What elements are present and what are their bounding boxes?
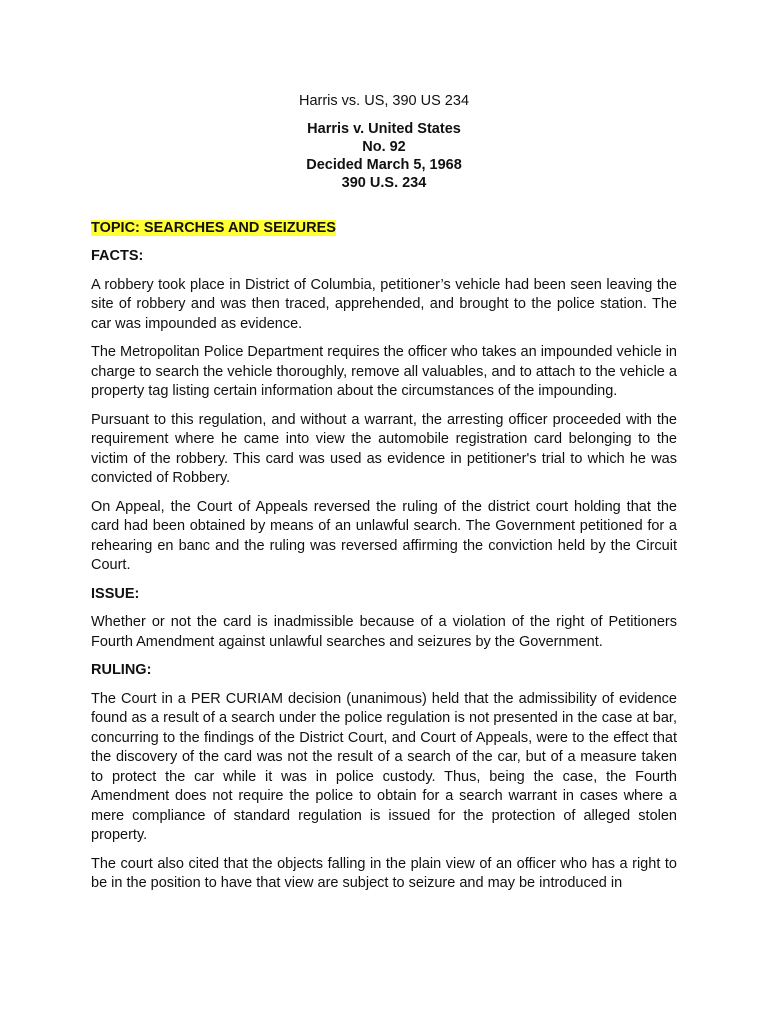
issue-heading: ISSUE:: [91, 585, 140, 602]
facts-paragraph: Pursuant to this regulation, and without a warrant, the arresting officer proceeded with the requirement where he came into view the automobile registration card belonging to the victim of the robbery. This card was used as evidence in petitioner's trial to which he was convicted of Robbery.: [91, 411, 677, 486]
case-citation: 390 U.S. 234: [341, 174, 427, 191]
issue-paragraph: Whether or not the card is inadmissible because of a violation of the right of Petitioners Fourth Amendment against unlawful searches and seizures by the Government.: [91, 614, 677, 650]
topic-highlight: TOPIC: SEARCHES AND SEIZURES: [91, 219, 336, 236]
case-number: No. 92: [362, 138, 406, 155]
facts-paragraph: On Appeal, the Court of Appeals reversed the ruling of the district court holding that the card had been obtained by means of an unlawful search. The Government petitioned for a rehearing en banc and the ruling was reversed affirming the conviction held by the Circuit Court.: [91, 498, 677, 573]
facts-paragraph: The Metropolitan Police Department requires the officer who takes an impounded vehicle in charge to search the vehicle thoroughly, remove all valuables, and to attach to the vehicle a property tag listing certain information about the circumstances of the impounding.: [91, 344, 677, 399]
document-caption: Harris vs. US, 390 US 234: [298, 93, 470, 109]
ruling-paragraph: The Court in a PER CURIAM decision (unanimous) held that the admissibility of evidence found as a result of a search under the police regulation is not presented in the case at bar, concurring to the findings of the District Court, and Court of Appeals, were to the effect that the discovery of the card was not the result of a search of the car, but of a measure taken to protect the car while it was in police custody. Thus, being the case, the Fourth Amendment does not require the police to obtain for a search warrant in cases where a mere compliance of standard regulation is issued for the protection of alleged stolen property.: [91, 690, 677, 843]
facts-heading: FACTS:: [91, 248, 144, 264]
decision-date: Decided March 5, 1968: [306, 156, 462, 173]
facts-paragraph: A robbery took place in District of Columbia, petitioner’s vehicle had been seen leaving the site of robbery and was then traced, apprehended, and brought to the police station. The car was impounded as evidence.: [91, 276, 677, 332]
case-header: [91, 120, 677, 192]
document-body: [91, 92, 677, 903]
ruling-paragraph: The court also cited that the objects falling in the plain view of an officer who has a right to be in the position to have that view are subject to seizure and may be introduced in: [91, 855, 677, 891]
ruling-heading: RULING:: [91, 662, 152, 678]
case-name: Harris v. United States: [307, 120, 461, 137]
topic-line: [91, 219, 677, 239]
